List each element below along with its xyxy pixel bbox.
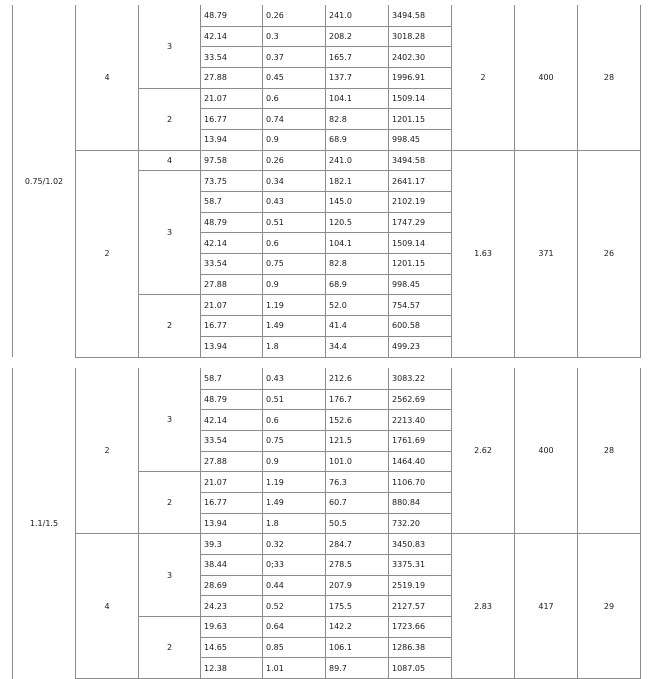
value-cell: 121.5 [326,430,389,451]
value-cell: 182.1 [326,171,389,192]
value-cell: 1.8 [263,336,326,357]
value-cell: 3450.83 [389,534,452,555]
value-cell: 58.7 [201,368,263,389]
value-cell: 137.7 [326,67,389,88]
value-cell: 104.1 [326,233,389,254]
value-cell: 2641.17 [389,171,452,192]
summary-cell-a: 2 [452,5,515,150]
value-cell: 1201.15 [389,254,452,275]
summary-cell-c: 28 [578,368,641,534]
summary-cell-c: 26 [578,150,641,357]
subgroup-cell: 3 [139,368,201,472]
value-cell: 76.3 [326,472,389,493]
value-cell: 1.49 [263,316,326,337]
value-cell: 28.69 [201,575,263,596]
summary-cell-b: 400 [515,5,578,150]
subgroup-cell: 4 [139,150,201,171]
value-cell: 0.9 [263,451,326,472]
spec-table-block-2 [12,368,641,679]
value-cell: 106.1 [326,637,389,658]
value-cell: 21.07 [201,88,263,109]
summary-cell-a: 2.62 [452,368,515,534]
group-cell: 4 [76,5,139,150]
value-cell: 142.2 [326,617,389,638]
value-cell: 101.0 [326,451,389,472]
value-cell: 176.7 [326,389,389,410]
value-cell: 1286.38 [389,637,452,658]
value-cell: 175.5 [326,596,389,617]
value-cell: 1509.14 [389,88,452,109]
summary-cell-a: 1.63 [452,150,515,357]
value-cell: 14.65 [201,637,263,658]
value-cell: 3375.31 [389,555,452,576]
value-cell: 1747.29 [389,212,452,233]
value-cell: 89.7 [326,658,389,679]
value-cell: 0.43 [263,368,326,389]
value-cell: 2127.57 [389,596,452,617]
value-cell: 2519.19 [389,575,452,596]
subgroup-cell: 3 [139,534,201,617]
value-cell: 104.1 [326,88,389,109]
value-cell: 152.6 [326,410,389,431]
value-cell: 241.0 [326,150,389,171]
subgroup-cell: 2 [139,472,201,534]
value-cell: 42.14 [201,26,263,47]
value-cell: 880.84 [389,492,452,513]
value-cell: 3018.28 [389,26,452,47]
value-cell: 0.43 [263,192,326,213]
value-cell: 241.0 [326,5,389,26]
value-cell: 48.79 [201,5,263,26]
value-cell: 1.8 [263,513,326,534]
value-cell: 27.88 [201,451,263,472]
value-cell: 48.79 [201,389,263,410]
group-cell: 4 [76,534,139,679]
value-cell: 1723.66 [389,617,452,638]
value-cell: 13.94 [201,129,263,150]
summary-cell-b: 371 [515,150,578,357]
group-cell: 2 [76,368,139,534]
value-cell: 1761.69 [389,430,452,451]
value-cell: 1106.70 [389,472,452,493]
ratio-cell: 0.75/1.02 [13,5,76,357]
value-cell: 27.88 [201,274,263,295]
ratio-cell: 1.1/1.5 [13,368,76,679]
value-cell: 0.52 [263,596,326,617]
summary-cell-a: 2.83 [452,534,515,679]
value-cell: 48.79 [201,212,263,233]
value-cell: 754.57 [389,295,452,316]
value-cell: 145.0 [326,192,389,213]
value-cell: 0.51 [263,212,326,233]
value-cell: 68.9 [326,274,389,295]
value-cell: 1.19 [263,472,326,493]
value-cell: 41.4 [326,316,389,337]
table-row [13,150,641,171]
value-cell: 33.54 [201,430,263,451]
value-cell: 600.58 [389,316,452,337]
value-cell: 165.7 [326,47,389,68]
value-cell: 0.3 [263,26,326,47]
value-cell: 208.2 [326,26,389,47]
value-cell: 34.4 [326,336,389,357]
value-cell: 1996.91 [389,67,452,88]
value-cell: 33.54 [201,254,263,275]
value-cell: 33.54 [201,47,263,68]
value-cell: 3494.58 [389,5,452,26]
value-cell: 2102.19 [389,192,452,213]
value-cell: 278.5 [326,555,389,576]
summary-cell-b: 400 [515,368,578,534]
value-cell: 16.77 [201,109,263,130]
value-cell: 3083.22 [389,368,452,389]
value-cell: 21.07 [201,295,263,316]
value-cell: 58.7 [201,192,263,213]
value-cell: 0.85 [263,637,326,658]
table-row [13,368,641,389]
value-cell: 1201.15 [389,109,452,130]
value-cell: 0.6 [263,233,326,254]
value-cell: 207.9 [326,575,389,596]
value-cell: 0.44 [263,575,326,596]
value-cell: 0.32 [263,534,326,555]
value-cell: 82.8 [326,254,389,275]
value-cell: 38.44 [201,555,263,576]
table-row [13,534,641,555]
value-cell: 52.0 [326,295,389,316]
summary-cell-c: 28 [578,5,641,150]
value-cell: 0.45 [263,67,326,88]
value-cell: 120.5 [326,212,389,233]
value-cell: 27.88 [201,67,263,88]
value-cell: 1.19 [263,295,326,316]
subgroup-cell: 3 [139,5,201,88]
value-cell: 1464.40 [389,451,452,472]
value-cell: 2402.30 [389,47,452,68]
value-cell: 13.94 [201,336,263,357]
summary-cell-b: 417 [515,534,578,679]
value-cell: 0.6 [263,410,326,431]
value-cell: 0.37 [263,47,326,68]
subgroup-cell: 3 [139,171,201,295]
value-cell: 499.23 [389,336,452,357]
value-cell: 0.74 [263,109,326,130]
value-cell: 97.58 [201,150,263,171]
subgroup-cell: 2 [139,295,201,357]
value-cell: 0.75 [263,254,326,275]
value-cell: 16.77 [201,316,263,337]
value-cell: 0.9 [263,129,326,150]
value-cell: 2562.69 [389,389,452,410]
value-cell: 82.8 [326,109,389,130]
group-cell: 2 [76,150,139,357]
value-cell: 1509.14 [389,233,452,254]
value-cell: 1.01 [263,658,326,679]
value-cell: 0.34 [263,171,326,192]
value-cell: 0.75 [263,430,326,451]
value-cell: 73.75 [201,171,263,192]
value-cell: 0.6 [263,88,326,109]
value-cell: 2213.40 [389,410,452,431]
value-cell: 42.14 [201,410,263,431]
value-cell: 68.9 [326,129,389,150]
value-cell: 21.07 [201,472,263,493]
table-row [13,5,641,26]
subgroup-cell: 2 [139,88,201,150]
value-cell: 0.26 [263,150,326,171]
value-cell: 0.51 [263,389,326,410]
value-cell: 0;33 [263,555,326,576]
summary-cell-c: 29 [578,534,641,679]
spec-table-block-1 [12,5,641,358]
value-cell: 24.23 [201,596,263,617]
value-cell: 42.14 [201,233,263,254]
value-cell: 998.45 [389,129,452,150]
value-cell: 212.6 [326,368,389,389]
value-cell: 1.49 [263,492,326,513]
value-cell: 12.38 [201,658,263,679]
value-cell: 284.7 [326,534,389,555]
value-cell: 0.9 [263,274,326,295]
value-cell: 60.7 [326,492,389,513]
value-cell: 39.3 [201,534,263,555]
value-cell: 16.77 [201,492,263,513]
value-cell: 13.94 [201,513,263,534]
value-cell: 732.20 [389,513,452,534]
value-cell: 0.64 [263,617,326,638]
value-cell: 1087.05 [389,658,452,679]
value-cell: 0.26 [263,5,326,26]
value-cell: 50.5 [326,513,389,534]
value-cell: 998.45 [389,274,452,295]
value-cell: 3494.58 [389,150,452,171]
value-cell: 19.63 [201,617,263,638]
subgroup-cell: 2 [139,617,201,679]
